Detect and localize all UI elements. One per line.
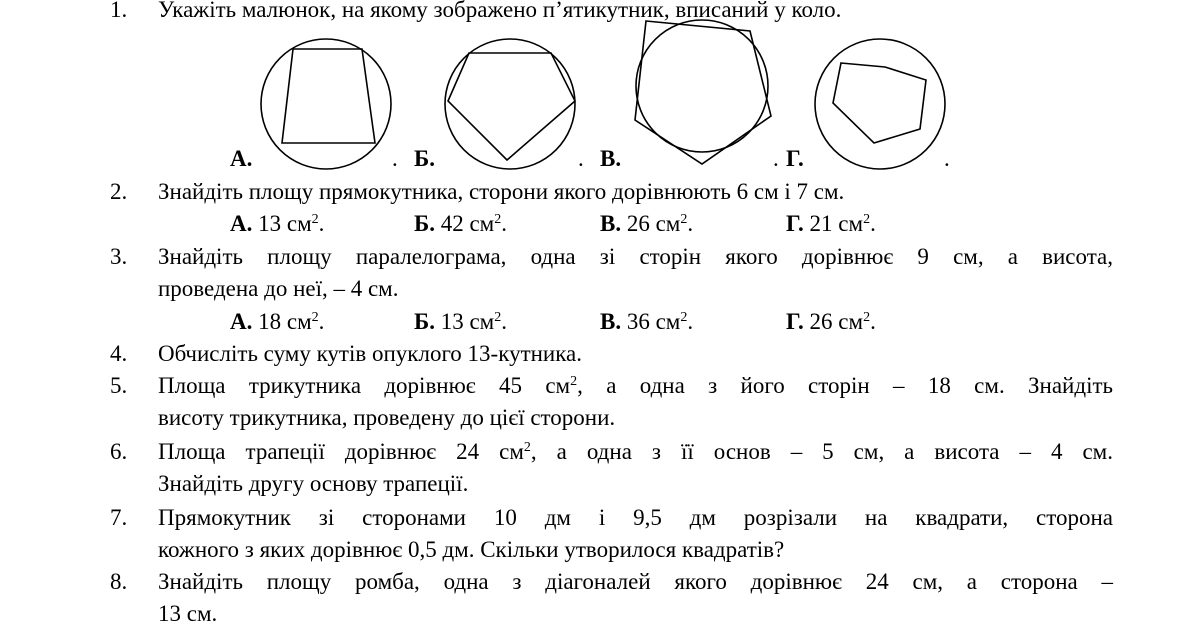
answer-option: А. 18 $см^2$.: [230, 309, 325, 334]
question-number: 8.: [110, 569, 128, 594]
question-text-line: 13 см.: [158, 601, 218, 626]
answer-option: Г. 26 $см^2$.: [786, 309, 876, 334]
answer-option: В. 26 $см^2$.: [600, 211, 694, 236]
figure-dot: .: [773, 146, 779, 171]
figure-dot: .: [944, 146, 950, 171]
question-number: 1.: [110, 0, 128, 22]
question-text: Обчисліть суму кутів опуклого 13-кутника.: [158, 341, 583, 366]
question-text-line: Знайдіть площу паралелограма, одна зі сторін якого дорівнює 9 см, а висота,: [158, 244, 1113, 269]
figure-dot: .: [578, 146, 584, 171]
answer-option: Б. 42 $см^2$.: [414, 211, 507, 236]
figure-dot: .: [392, 146, 398, 171]
figure-label-a: А.: [230, 146, 253, 171]
question-text-line: кожного з яких дорівнює 0,5 дм. Скільки утворилося квадратів?: [158, 537, 785, 562]
question-text: Знайдіть площу прямокутника, сторони якого дорівнюють 6 см і 7 см.: [158, 179, 845, 204]
figure-label-b: Б.: [414, 146, 435, 171]
question-text-line: Площа трапеції дорівнює 24 $см^2$, а одна з її основ – 5 см, а висота – 4 см.: [158, 439, 1113, 464]
question-text-line: висоту трикутника, проведену до цієї сторони.: [158, 405, 616, 430]
figure-label-v: В.: [600, 146, 622, 171]
question-text: Укажіть малюнок, на якому зображено п’ятикутник, вписаний у коло.: [158, 0, 842, 22]
question-text-line: Знайдіть другу основу трапеції.: [158, 471, 469, 496]
figure-v-circumscribed-pentagon: [635, 20, 771, 164]
question-number: 7.: [110, 505, 128, 530]
question-text-line: Знайдіть площу ромба, одна з діагоналей якого дорівнює 24 см, а сторона –: [158, 569, 1113, 594]
figure-a-circle-trapezoid: [261, 39, 391, 169]
answer-option: Б. 13 $см^2$.: [414, 309, 507, 334]
question-number: 4.: [110, 341, 128, 366]
question-number: 5.: [110, 373, 128, 398]
question-number: 2.: [110, 179, 128, 204]
question-text-line: Прямокутник зі сторонами 10 дм і 9,5 дм розрізали на квадрати, сторона: [158, 505, 1113, 530]
figure-b-inscribed-pentagon: [445, 39, 575, 169]
answer-option: Г. 21 $см^2$.: [786, 211, 876, 236]
question-number: 6.: [110, 439, 128, 464]
figure-g-pentagon-in-circle: [815, 39, 945, 169]
answer-option: В. 36 $см^2$.: [600, 309, 694, 334]
answer-option: А. 13 $см^2$.: [230, 211, 325, 236]
figure-label-g: Г.: [786, 146, 804, 171]
question-text-line: Площа трикутника дорівнює 45 $см^2$, а одна з його сторін – 18 см. Знайдіть: [158, 373, 1114, 398]
question-text-line: проведена до неї, – 4 см.: [158, 276, 399, 301]
question-number: 3.: [110, 244, 128, 269]
